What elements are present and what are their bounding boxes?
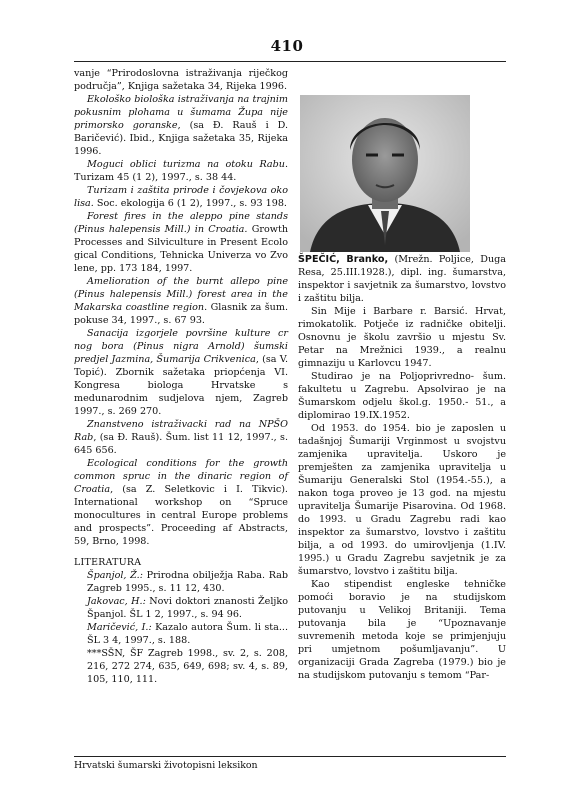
- bibliography-entry: [74, 93, 288, 158]
- entry-title: Sanacija izgorjele površine kulture cr nog bora (Pinus nigra Arnold) šumski predjel Jazmina, Šumarija Crikvenica: [74, 328, 288, 365]
- literature-item: [74, 595, 288, 621]
- entry-title: Turizam i zaštita prirode i čovjekova oko lisa.: [74, 185, 288, 209]
- bibliography-entry: [74, 210, 288, 275]
- portrait-photo: [300, 95, 470, 252]
- footer-rule: [74, 756, 506, 757]
- bibliography-entry: [74, 418, 288, 457]
- entry-details: Growth Processes and Silviculture in Present Ecolo gical Conditions, Tehnicka Univerza vo Zvo lene, pp. 173 184, 1997.: [74, 224, 288, 274]
- literature-details: Kazalo autora Šum. li sta... ŠL 3 4, 1997., s. 188.: [87, 622, 288, 646]
- bibliography-entry: [74, 275, 288, 327]
- left-column: [74, 67, 288, 686]
- entry-title: Ekološko biološka istraživanja na trajnim pokusnim plohama u šumama Župa nije primorsko goranske: [74, 94, 288, 131]
- bibliography-entry: [74, 158, 288, 184]
- entry-details: , (sa V. Topić). Zbornik sažetaka priopćenja VI. Kongresa biologa Hrvatske s medunarodnim sudjelova njem, Zagreb 1997., s. 269 270.: [74, 354, 289, 417]
- literature-author: Jakovac, H.:: [87, 596, 146, 607]
- biography-paragraph: Sin Mije i Barbare r. Barsić. Hrvat, rimokatolik. Potječe iz radničke obitelji. Osnovnu je školu završio u mjestu Sv. Petar na Mrežnici 1939., a realnu gimnaziju u Karlovcu 1947.: [298, 306, 506, 369]
- entry-title: Forest fires in the aleppo pine stands (Pinus halepensis Mill.) in Croatia.: [74, 211, 288, 235]
- literature-details: Prirodna obilježja Raba. Rab Zagreb 1995., s. 11 12, 430.: [87, 570, 288, 594]
- biography-paragraph: Od 1953. do 1954. bio je zaposlen u tadašnjoj Šumariji Vrginmost u svojstvu zamjenika upravitelja. Uskoro je premješten za zamjenika upravitelja u Šumariju Generalski Stol (1954.-55.), a nakon toga proveo je 13 god. na mjestu upravitelja Šumarije Pisarovina. Od 1968. do 1993. u Gradu Zagrebu radi kao inspektor za šumarstvo, lovstvo i zaštitu bilja, a od 1993. do umirovljenja (1.IV. 1995.) u Gradu Zagrebu savjetnik je za šumarstvo, lovstvo i zaštitu bilja.: [298, 423, 506, 577]
- header-rule: [74, 61, 506, 62]
- biography-paragraph: Kao stipendist engleske tehničke pomoći boravio je na studijskom putovanju u Velikoj Britaniji. Tema putovanja bila je “Upoznavanje suvremenih metoda koje se primjenjuju pri umjetnom pošumljavanju”. U organizaciji Grada Zagreba (1979.) bio je na studijskom putovanju s temom “Par-: [298, 579, 506, 681]
- page-number: 410: [270, 37, 304, 55]
- literature-details: Novi doktori znanosti Željko Španjol. ŠL 1 2, 1997., s. 94 96.: [87, 596, 288, 620]
- entry-details: Glasnik za šum. pokuse 34, 1997., s. 67 93.: [74, 302, 288, 326]
- bibliography-entry: [74, 457, 288, 548]
- literature-item: [74, 647, 288, 686]
- biography-paragraph: Studirao je na Poljoprivredno- šum. fakultetu u Zagrebu. Apsolvirao je na Šumarskom odjelu škol.g. 1950.- 51., a diplomirao 19.IX.1952.: [298, 371, 506, 421]
- bibliography-entry: [74, 327, 288, 418]
- entry-title: Znanstveno istraživacki rad na NPŠO Rab: [74, 419, 288, 443]
- entry-heading: [298, 253, 506, 305]
- entry-details: , (sa Z. Seletkovic i I. Tikvic). International workshop on “Spruce monocultures in central Europe problems and prospects”. Proceeding af Abstracts, 59, Brno, 1998.: [74, 484, 288, 547]
- portrait-image: [300, 95, 470, 252]
- footer-title: Hrvatski šumarski životopisni leksikon: [74, 760, 258, 771]
- right-column: [298, 253, 506, 682]
- literature-author: Španjol, Ž.:: [87, 570, 143, 581]
- entry-details: Turizam 45 (1 2), 1997., s. 38 44.: [74, 172, 237, 183]
- literature-item: [74, 621, 288, 647]
- entry-title: Amelioration of the burnt allepo pine (Pinus halepensis Mill.) forest area in the Makarska coastline region.: [74, 276, 288, 313]
- entry-details: Soc. ekologija 6 (1 2), 1997., s. 93 198.: [93, 198, 287, 209]
- literature-details: ***SŠN, ŠF Zagreb 1998., sv. 2, s. 208, 216, 272 274, 635, 649, 698; sv. 4, s. 89, 105, 110, 111.: [87, 648, 288, 685]
- person-intro: (Mrežn. Poljice, Duga Resa, 25.III.1928.), dipl. ing. šumarstva, inspektor i savjetnik za šumarstvo, lovstvo i zaštitu bilja.: [298, 254, 507, 304]
- entry-details: , (sa Đ. Rauš i D. Baričević). Ibid., Knjiga sažetaka 35, Rijeka 1996.: [74, 120, 289, 157]
- literature-item: [74, 569, 288, 595]
- bibliography-entry: vanje “Prirodoslovna istraživanja riječkog područja”, Knjiga sažetaka 34, Rijeka 1996.: [74, 68, 288, 92]
- entry-title: Moguci oblici turizma na otoku Rabu.: [87, 159, 288, 170]
- person-name: ŠPEČIĆ, Branko,: [298, 254, 389, 265]
- entry-details: , (sa Đ. Rauš). Šum. list 11 12, 1997., s. 645 656.: [74, 432, 288, 456]
- bibliography-entry: [74, 184, 288, 210]
- entry-title: Ecological conditions for the growth common spruc in the dinaric region of Croatia: [74, 458, 288, 495]
- literature-heading: LITERATURA: [74, 557, 142, 568]
- literature-author: Maričević, I.:: [87, 622, 152, 633]
